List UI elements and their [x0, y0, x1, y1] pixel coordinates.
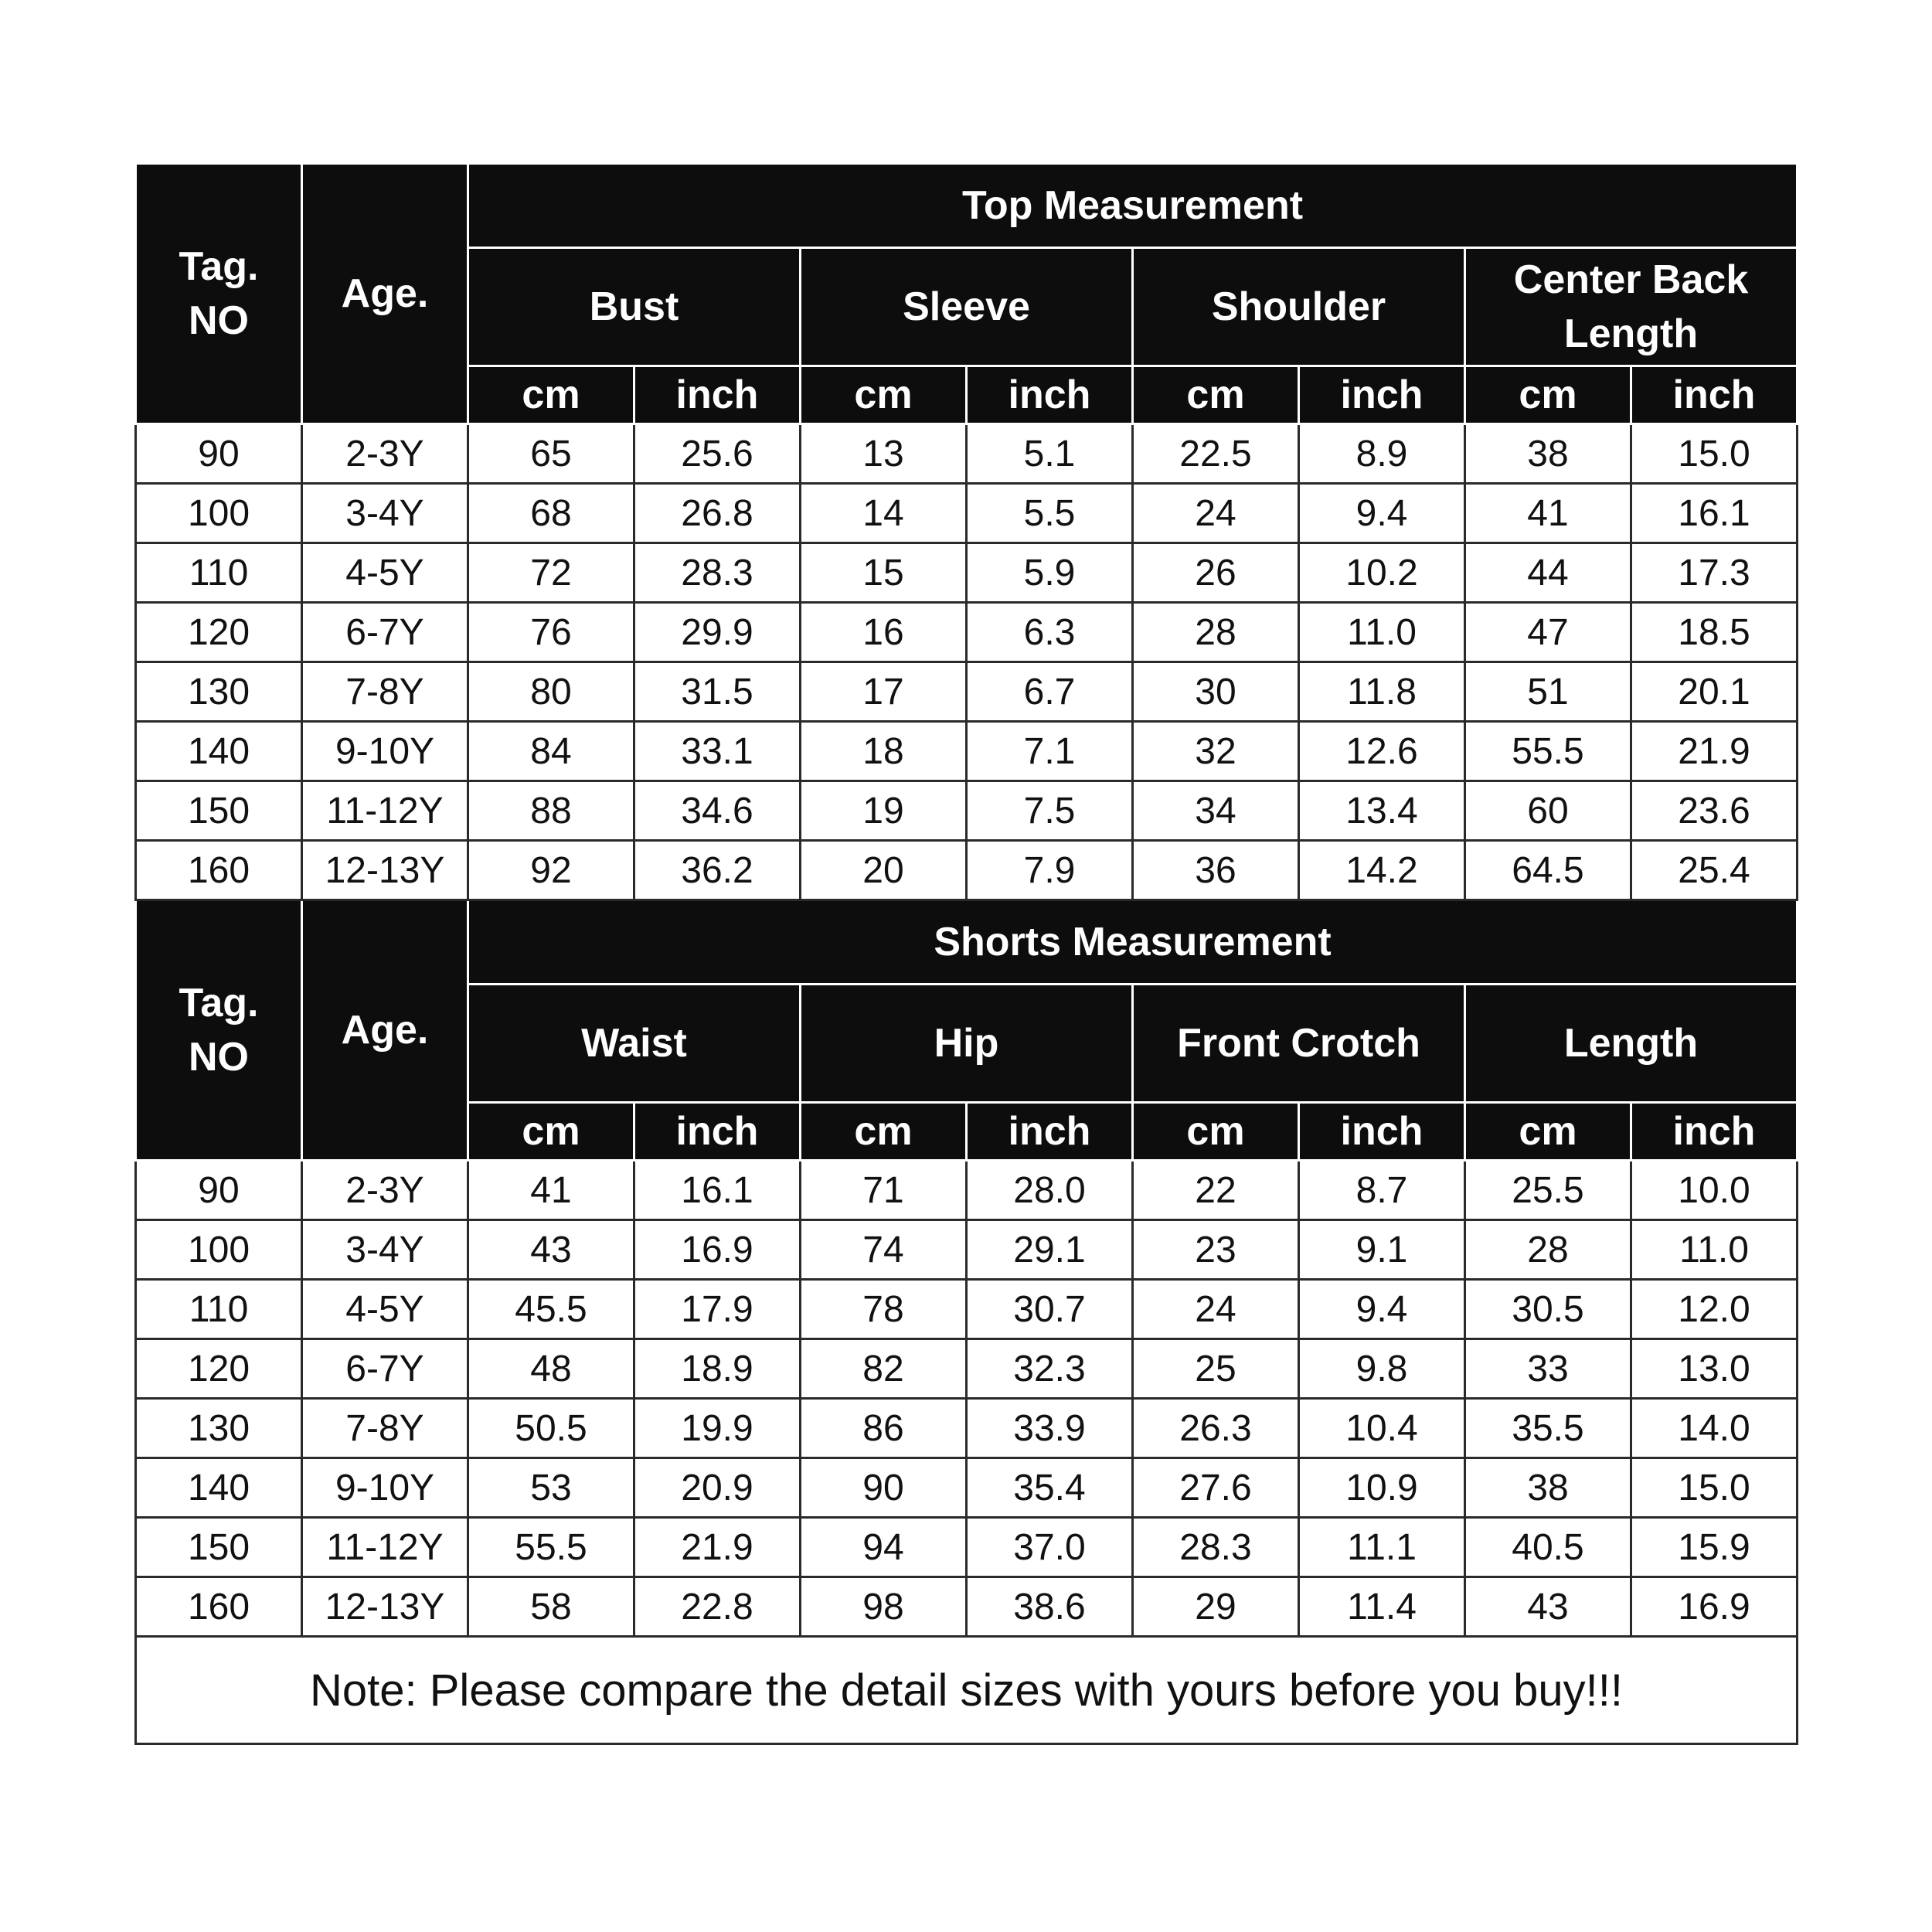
shorts-section-title: Shorts Measurement: [468, 900, 1798, 985]
shorts-unit-cm: cm: [801, 1103, 967, 1161]
table-cell: 14.2: [1299, 841, 1465, 900]
shorts-unit-cm: cm: [468, 1103, 634, 1161]
table-cell: 23: [1133, 1220, 1299, 1280]
table-cell: 6-7Y: [302, 1339, 468, 1399]
table-cell: 36: [1133, 841, 1299, 900]
table-cell: 120: [136, 603, 302, 662]
table-cell: 6.7: [967, 662, 1133, 722]
table-cell: 16.9: [634, 1220, 801, 1280]
table-cell: 24: [1133, 484, 1299, 543]
table-row: [136, 781, 1798, 841]
table-cell: 28.3: [1133, 1518, 1299, 1577]
table-cell: 98: [801, 1577, 967, 1637]
top-unit-inch: inch: [634, 366, 801, 424]
table-cell: 27.6: [1133, 1458, 1299, 1518]
table-row: [136, 543, 1798, 603]
table-cell: 29: [1133, 1577, 1299, 1637]
top-unit-inch: inch: [1299, 366, 1465, 424]
table-cell: 15.0: [1631, 1458, 1798, 1518]
size-chart: [134, 162, 1796, 1745]
note-row: [136, 1637, 1798, 1744]
table-cell: 78: [801, 1280, 967, 1339]
table-cell: 29.1: [967, 1220, 1133, 1280]
table-row: [136, 1220, 1798, 1280]
table-cell: 28.3: [634, 543, 801, 603]
table-cell: 55.5: [1465, 722, 1631, 781]
table-cell: 17.9: [634, 1280, 801, 1339]
table-cell: 6.3: [967, 603, 1133, 662]
table-cell: 43: [468, 1220, 634, 1280]
shorts-tag-no-header: Tag. NO: [136, 900, 302, 1161]
top-unit-cm: cm: [468, 366, 634, 424]
table-cell: 92: [468, 841, 634, 900]
table-cell: 35.5: [1465, 1399, 1631, 1458]
table-cell: 6-7Y: [302, 603, 468, 662]
table-cell: 53: [468, 1458, 634, 1518]
table-cell: 38: [1465, 424, 1631, 484]
table-cell: 31.5: [634, 662, 801, 722]
table-cell: 55.5: [468, 1518, 634, 1577]
shorts-unit-inch: inch: [1631, 1103, 1798, 1161]
table-cell: 4-5Y: [302, 1280, 468, 1339]
table-cell: 12-13Y: [302, 1577, 468, 1637]
table-row: [136, 1458, 1798, 1518]
table-row: [136, 1161, 1798, 1220]
table-cell: 19.9: [634, 1399, 801, 1458]
table-cell: 37.0: [967, 1518, 1133, 1577]
table-cell: 18.9: [634, 1339, 801, 1399]
table-cell: 38.6: [967, 1577, 1133, 1637]
table-row: [136, 424, 1798, 484]
table-cell: 71: [801, 1161, 967, 1220]
table-cell: 13: [801, 424, 967, 484]
table-cell: 34.6: [634, 781, 801, 841]
table-cell: 140: [136, 1458, 302, 1518]
table-cell: 130: [136, 662, 302, 722]
size-chart-table: [134, 162, 1798, 1745]
table-cell: 22: [1133, 1161, 1299, 1220]
table-cell: 24: [1133, 1280, 1299, 1339]
shorts-unit-inch: inch: [1299, 1103, 1465, 1161]
top-measurement-section: [136, 164, 1798, 900]
table-cell: 32.3: [967, 1339, 1133, 1399]
table-row: [136, 722, 1798, 781]
table-cell: 11-12Y: [302, 781, 468, 841]
table-cell: 16.1: [634, 1161, 801, 1220]
top-age-header: Age.: [302, 164, 468, 424]
shorts-unit-inch: inch: [967, 1103, 1133, 1161]
table-cell: 11-12Y: [302, 1518, 468, 1577]
table-row: [136, 1518, 1798, 1577]
table-cell: 10.9: [1299, 1458, 1465, 1518]
top-group-shoulder: Shoulder: [1133, 248, 1465, 366]
table-cell: 10.0: [1631, 1161, 1798, 1220]
shorts-age-header: Age.: [302, 900, 468, 1161]
table-cell: 21.9: [634, 1518, 801, 1577]
table-cell: 82: [801, 1339, 967, 1399]
table-cell: 9.4: [1299, 484, 1465, 543]
table-cell: 9.4: [1299, 1280, 1465, 1339]
table-cell: 21.9: [1631, 722, 1798, 781]
table-cell: 94: [801, 1518, 967, 1577]
table-row: [136, 1280, 1798, 1339]
table-cell: 4-5Y: [302, 543, 468, 603]
table-cell: 33.9: [967, 1399, 1133, 1458]
table-cell: 48: [468, 1339, 634, 1399]
shorts-measurement-section: [136, 900, 1798, 1637]
table-cell: 18: [801, 722, 967, 781]
table-cell: 12.0: [1631, 1280, 1798, 1339]
table-cell: 38: [1465, 1458, 1631, 1518]
table-cell: 90: [801, 1458, 967, 1518]
table-cell: 25: [1133, 1339, 1299, 1399]
table-cell: 25.6: [634, 424, 801, 484]
table-row: [136, 603, 1798, 662]
table-cell: 30.5: [1465, 1280, 1631, 1339]
table-cell: 64.5: [1465, 841, 1631, 900]
table-cell: 84: [468, 722, 634, 781]
table-cell: 16: [801, 603, 967, 662]
table-cell: 33.1: [634, 722, 801, 781]
table-cell: 19: [801, 781, 967, 841]
top-unit-inch: inch: [967, 366, 1133, 424]
table-cell: 110: [136, 543, 302, 603]
table-cell: 40.5: [1465, 1518, 1631, 1577]
table-cell: 16.9: [1631, 1577, 1798, 1637]
table-cell: 90: [136, 1161, 302, 1220]
table-cell: 15.9: [1631, 1518, 1798, 1577]
table-cell: 14: [801, 484, 967, 543]
table-cell: 100: [136, 1220, 302, 1280]
table-cell: 72: [468, 543, 634, 603]
table-cell: 26.8: [634, 484, 801, 543]
table-cell: 5.5: [967, 484, 1133, 543]
table-cell: 29.9: [634, 603, 801, 662]
table-cell: 17: [801, 662, 967, 722]
table-cell: 90: [136, 424, 302, 484]
top-group-sleeve: Sleeve: [801, 248, 1133, 366]
shorts-group-front-crotch: Front Crotch: [1133, 985, 1465, 1103]
table-cell: 26: [1133, 543, 1299, 603]
table-cell: 76: [468, 603, 634, 662]
table-cell: 50.5: [468, 1399, 634, 1458]
note-text: Note: Please compare the detail sizes with yours before you buy!!!: [136, 1637, 1798, 1744]
table-cell: 60: [1465, 781, 1631, 841]
table-cell: 9.8: [1299, 1339, 1465, 1399]
table-cell: 14.0: [1631, 1399, 1798, 1458]
table-cell: 16.1: [1631, 484, 1798, 543]
shorts-unit-inch: inch: [634, 1103, 801, 1161]
table-row: [136, 1399, 1798, 1458]
table-cell: 11.1: [1299, 1518, 1465, 1577]
table-cell: 20: [801, 841, 967, 900]
shorts-group-waist: Waist: [468, 985, 801, 1103]
table-cell: 11.0: [1299, 603, 1465, 662]
table-cell: 28: [1465, 1220, 1631, 1280]
table-cell: 9-10Y: [302, 722, 468, 781]
table-cell: 5.1: [967, 424, 1133, 484]
table-cell: 8.7: [1299, 1161, 1465, 1220]
table-cell: 9.1: [1299, 1220, 1465, 1280]
table-cell: 13.0: [1631, 1339, 1798, 1399]
table-cell: 3-4Y: [302, 1220, 468, 1280]
table-cell: 35.4: [967, 1458, 1133, 1518]
table-cell: 88: [468, 781, 634, 841]
table-cell: 25.5: [1465, 1161, 1631, 1220]
top-tag-no-header: Tag. NO: [136, 164, 302, 424]
table-cell: 11.4: [1299, 1577, 1465, 1637]
table-cell: 13.4: [1299, 781, 1465, 841]
table-cell: 2-3Y: [302, 1161, 468, 1220]
table-cell: 140: [136, 722, 302, 781]
table-cell: 10.2: [1299, 543, 1465, 603]
table-cell: 100: [136, 484, 302, 543]
table-cell: 32: [1133, 722, 1299, 781]
table-cell: 65: [468, 424, 634, 484]
table-cell: 28: [1133, 603, 1299, 662]
table-cell: 12.6: [1299, 722, 1465, 781]
note-section: [136, 1637, 1798, 1744]
table-row: [136, 662, 1798, 722]
table-cell: 7.1: [967, 722, 1133, 781]
shorts-unit-cm: cm: [1465, 1103, 1631, 1161]
table-cell: 26.3: [1133, 1399, 1299, 1458]
table-cell: 12-13Y: [302, 841, 468, 900]
table-cell: 23.6: [1631, 781, 1798, 841]
table-cell: 110: [136, 1280, 302, 1339]
table-cell: 2-3Y: [302, 424, 468, 484]
table-cell: 7.5: [967, 781, 1133, 841]
table-cell: 3-4Y: [302, 484, 468, 543]
table-cell: 160: [136, 841, 302, 900]
table-cell: 150: [136, 781, 302, 841]
table-cell: 68: [468, 484, 634, 543]
table-cell: 7.9: [967, 841, 1133, 900]
table-cell: 18.5: [1631, 603, 1798, 662]
top-unit-cm: cm: [1465, 366, 1631, 424]
table-cell: 36.2: [634, 841, 801, 900]
table-cell: 86: [801, 1399, 967, 1458]
top-unit-cm: cm: [801, 366, 967, 424]
table-cell: 120: [136, 1339, 302, 1399]
table-cell: 51: [1465, 662, 1631, 722]
table-cell: 74: [801, 1220, 967, 1280]
table-row: [136, 841, 1798, 900]
table-cell: 47: [1465, 603, 1631, 662]
table-cell: 15.0: [1631, 424, 1798, 484]
shorts-title-row: [136, 900, 1798, 985]
table-cell: 34: [1133, 781, 1299, 841]
table-cell: 7-8Y: [302, 1399, 468, 1458]
table-cell: 43: [1465, 1577, 1631, 1637]
table-cell: 28.0: [967, 1161, 1133, 1220]
table-cell: 22.5: [1133, 424, 1299, 484]
table-cell: 80: [468, 662, 634, 722]
table-cell: 20.9: [634, 1458, 801, 1518]
table-cell: 160: [136, 1577, 302, 1637]
shorts-group-length: Length: [1465, 985, 1798, 1103]
table-cell: 8.9: [1299, 424, 1465, 484]
top-unit-cm: cm: [1133, 366, 1299, 424]
table-cell: 11.0: [1631, 1220, 1798, 1280]
table-cell: 20.1: [1631, 662, 1798, 722]
table-cell: 15: [801, 543, 967, 603]
table-cell: 30: [1133, 662, 1299, 722]
table-cell: 45.5: [468, 1280, 634, 1339]
table-cell: 150: [136, 1518, 302, 1577]
table-cell: 10.4: [1299, 1399, 1465, 1458]
table-cell: 11.8: [1299, 662, 1465, 722]
table-cell: 9-10Y: [302, 1458, 468, 1518]
top-group-bust: Bust: [468, 248, 801, 366]
top-group-center-back-length: Center Back Length: [1465, 248, 1798, 366]
table-cell: 44: [1465, 543, 1631, 603]
table-cell: 41: [1465, 484, 1631, 543]
table-cell: 7-8Y: [302, 662, 468, 722]
top-section-title: Top Measurement: [468, 164, 1798, 248]
table-cell: 30.7: [967, 1280, 1133, 1339]
top-unit-inch: inch: [1631, 366, 1798, 424]
table-cell: 33: [1465, 1339, 1631, 1399]
table-cell: 17.3: [1631, 543, 1798, 603]
shorts-unit-cm: cm: [1133, 1103, 1299, 1161]
shorts-group-hip: Hip: [801, 985, 1133, 1103]
table-cell: 5.9: [967, 543, 1133, 603]
table-row: [136, 1339, 1798, 1399]
table-row: [136, 1577, 1798, 1637]
table-cell: 41: [468, 1161, 634, 1220]
table-cell: 58: [468, 1577, 634, 1637]
table-cell: 22.8: [634, 1577, 801, 1637]
table-row: [136, 484, 1798, 543]
top-title-row: [136, 164, 1798, 248]
table-cell: 130: [136, 1399, 302, 1458]
table-cell: 25.4: [1631, 841, 1798, 900]
